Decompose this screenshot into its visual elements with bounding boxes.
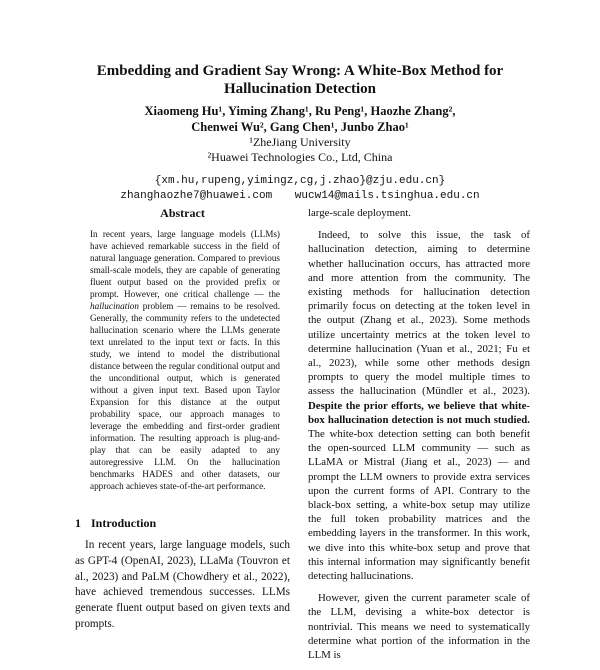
abstract-heading: Abstract <box>160 206 205 220</box>
abstract-body <box>90 228 280 492</box>
email-haozhe: zhanghaozhe7@huawei.com <box>120 190 273 202</box>
affiliation-2: ²Huawei Technologies Co., Ltd, China <box>207 150 393 164</box>
abstract-text-2: problem — remains to be resolved. Generally, the community refers to the undetected hallucination scenario where the LLMs generate text unrelated to the input text or facts. In this study, we intend to model the distributional distance between the regular conditional output and the unconditional output, which is generated without a given input text. Based upon Taylor Expansion for this distance at the output probability space, our approach manages to leverage the embedding and first-order gradient information. The resulting approach is plug-and-play that can be easily adapted to any autoregressive LLM. On the hallucination benchmarks HADES and other datasets, our approach achieves state-of-the-art performance. <box>90 301 280 491</box>
section-title: Introduction <box>91 516 157 530</box>
email-group: {xm.hu,rupeng,yimingz,cg,j.zhao}@zju.edu.cn} <box>154 175 446 187</box>
right-paragraph-2: However, given the current parameter scale of the LLM, devising a white-box detector is nontrivial. This means we need to systematically determine what portion of the information in the LLM is <box>308 592 530 662</box>
right-paragraph-0: large-scale deployment. <box>308 207 411 219</box>
email-chenwei: wucw14@mails.tsinghua.edu.cn <box>294 190 480 202</box>
author-line-2: Chenwei Wu², Gang Chen¹, Junbo Zhao¹ <box>191 119 409 134</box>
right-p1-bold: Despite the prior efforts, we believe that white-box hallucination detection is not much studied. <box>308 399 530 426</box>
affiliation-1: ¹ZheJiang University <box>249 135 351 149</box>
section-heading-introduction <box>75 516 156 531</box>
right-column <box>308 206 530 670</box>
right-paragraph-1 <box>308 228 530 583</box>
right-p1-text-2: The white-box detection setting can both benefit the open-sourced LLM community — such as LLaMA or Mistral (Jiang et al., 2023) — and prompt the LLM owners to provide extra services upon the current forms of API. Contrary to the black-box setting, a white-box setup may utilize the full token probability matrices and the embedding layers in the transformer. In this work, we dive into this white-box setup and prove that this internal information may significantly benefit detecting hallucinations. <box>308 428 530 583</box>
section-number: 1 <box>75 516 81 530</box>
abstract-text-1: In recent years, large language models (LLMs) have achieved remarkable success in the field of natural language generation. Compared to previous small-scale models, they are capable of generating fluent output based on the provided prefix or prompt. However, one critical challenge — the <box>90 229 280 299</box>
author-line-1: Xiaomeng Hu¹, Yiming Zhang¹, Ru Peng¹, Haozhe Zhang², <box>144 104 456 118</box>
right-p1-text-1: Indeed, to solve this issue, the task of hallucination detection, aiming to determine whether hallucination occurs, has attracted more and more attention from the community. The existing methods for hallucination detection primarily focus on detecting at the token level in the output (Zhang et al., 2023). Some methods utilize uncertainty metrics at the token level to determine hallucination (Yuan et al., 2021; Fu et al., 2023), while some other methods design prompts to query the model multiple times to assess the hallucination (Mündler et al., 2023). <box>308 229 530 398</box>
paper-title: Embedding and Gradient Say Wrong: A White-Box Method for Hallucination Detection <box>96 63 504 97</box>
abstract-italic-term: hallucination <box>90 301 139 311</box>
introduction-paragraph-left: In recent years, large language models, such as GPT-4 (OpenAI, 2023), LLaMa (Touvron et al., 2023) and PaLM (Chowdhery et al., 2022), have achieved tremendous successes. LLMs generate fluent output based on given texts and prompts. <box>75 539 290 630</box>
email-block <box>60 174 540 204</box>
author-list <box>60 104 540 135</box>
